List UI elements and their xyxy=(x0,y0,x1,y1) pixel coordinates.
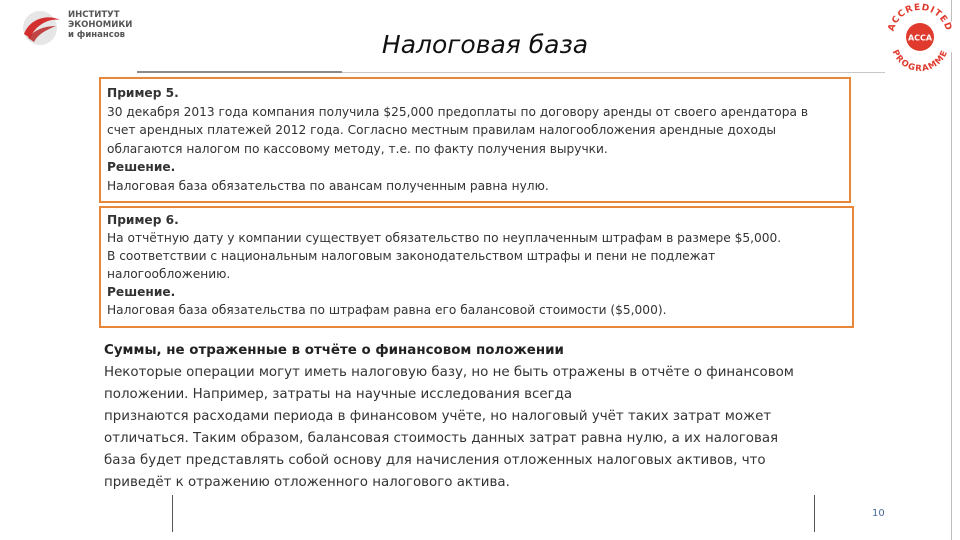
section-unrecognized-amounts xyxy=(104,340,864,494)
logo-swirl-icon xyxy=(20,8,64,48)
section-paragraph-line: признаются расходами периода в финансовом учёте, но налоговый учёт таких затрат может xyxy=(104,409,772,424)
section-paragraph-line: отличаться. Таким образом, балансовая стоимость данных затрат равна нулю, а их налоговая xyxy=(104,431,779,446)
logo-line-1: ИНСТИТУТ xyxy=(68,10,120,20)
example-5-heading: Пример 5. xyxy=(107,86,179,100)
example-6-line: На отчётную дату у компании существует обязательство по неуплаченным штрафам в размере $5,000. xyxy=(107,230,782,245)
example-5-solution: Налоговая база обязательства по авансам полученным равна нулю. xyxy=(107,178,549,193)
title-underline-accent xyxy=(137,71,342,73)
footer-divider-left xyxy=(172,495,173,532)
section-paragraph-line: база будет представлять собой основу для начисления отложенных налоговых активов, что xyxy=(104,453,766,468)
badge-center-text: ACCA xyxy=(907,33,933,43)
example-6-heading: Пример 6. xyxy=(107,213,179,227)
section-paragraph-line: Некоторые операции могут иметь налоговую базу, но не быть отражены в отчёте о финансовом xyxy=(104,365,794,380)
page-number: 10 xyxy=(872,508,885,519)
institute-logo xyxy=(20,8,160,48)
logo-wordmark xyxy=(68,10,132,40)
page-title: Налоговая база xyxy=(381,30,589,59)
example-6-line: налогообложению. xyxy=(107,266,231,281)
svg-text:PROGRAMME: PROGRAMME xyxy=(889,48,951,74)
footer-divider-right xyxy=(814,495,815,532)
example-5-line: счет арендных платежей 2012 года. Согласно местным правилам налогообложения арендные доходы xyxy=(107,123,777,137)
example-5-solution-label: Решение. xyxy=(107,160,176,174)
logo-line-2: ЭКОНОМИКИ xyxy=(68,20,133,30)
section-heading: Суммы, не отраженные в отчёте о финансовом положении xyxy=(104,343,564,358)
example-5-box xyxy=(99,77,851,203)
acca-accredited-badge xyxy=(883,0,957,74)
svg-text:ACCREDITED: ACCREDITED xyxy=(886,2,954,33)
section-paragraph-line: положении. Например, затраты на научные исследования всегда xyxy=(104,387,573,402)
section-paragraph-line: приведёт к отражению отложенного налогового актива. xyxy=(104,475,510,490)
example-6-solution-label: Решение. xyxy=(107,284,176,299)
example-6-line: В соответствии с национальным налоговым законодательством штрафы и пени не подлежат xyxy=(107,248,716,263)
example-5-line: 30 декабря 2013 года компания получила $25,000 предоплаты по договору аренды от своего арендатора в xyxy=(107,104,809,119)
right-edge-rule xyxy=(951,0,952,540)
logo-line-3: и финансов xyxy=(68,30,126,40)
example-6-box xyxy=(99,206,854,328)
example-6-solution: Налоговая база обязательства по штрафам равна его балансовой стоимости ($5,000). xyxy=(107,302,667,317)
example-5-line: облагаются налогом по кассовому методу, т.е. по факту получения выручки. xyxy=(107,141,608,156)
